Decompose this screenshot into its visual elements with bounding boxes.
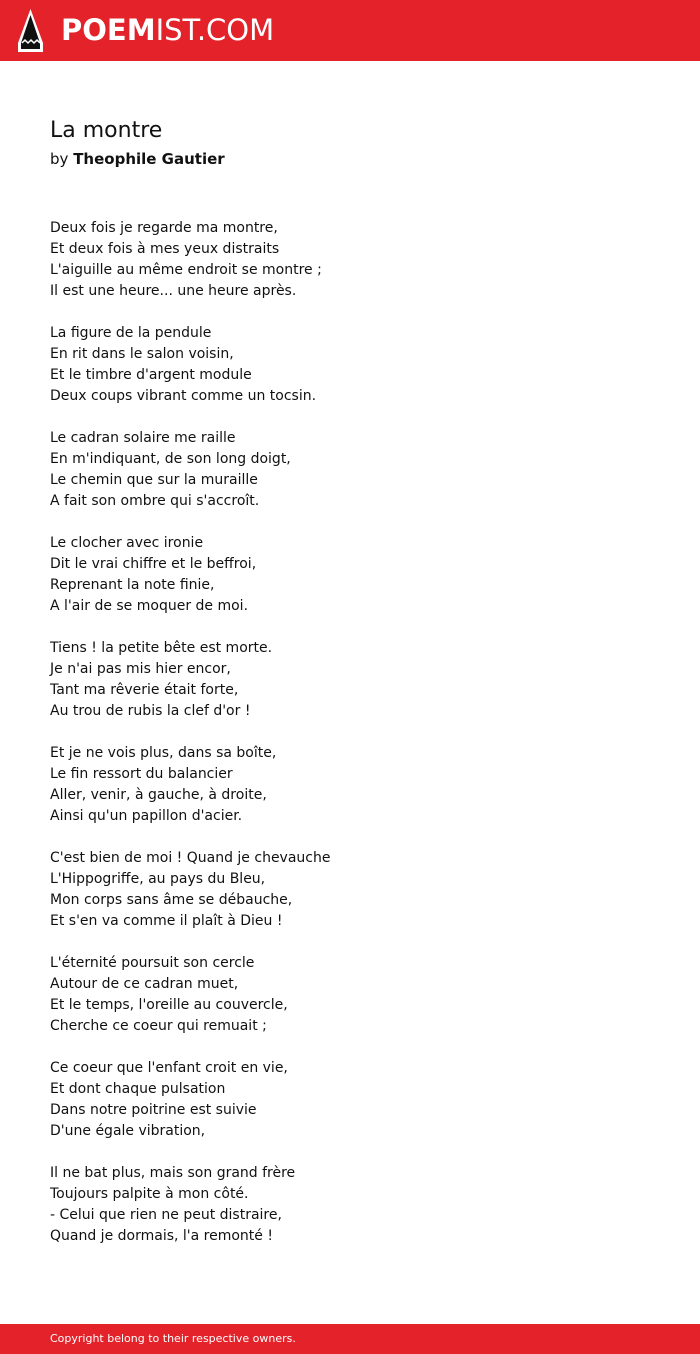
poem-line: Et je ne vois plus, dans sa boîte, <box>50 745 277 761</box>
poem-line: Dans notre poitrine est suivie <box>50 1102 257 1118</box>
poem-stanza <box>50 323 650 407</box>
poem-line: L'Hippogriffe, au pays du Bleu, <box>50 871 266 887</box>
poem-line: Mon corps sans âme se débauche, <box>50 892 293 908</box>
poem-line: - Celui que rien ne peut distraire, <box>50 1207 282 1223</box>
logo-bold-part: POEM <box>61 13 156 47</box>
poem-line: Le chemin que sur la muraille <box>50 472 258 488</box>
site-logo-link[interactable] <box>18 9 274 52</box>
poem-line: L'aiguille au même endroit se montre ; <box>50 262 322 278</box>
poem-stanza <box>50 428 650 512</box>
by-label: by <box>50 150 69 168</box>
poem-line: Et le timbre d'argent module <box>50 367 252 383</box>
poem-line: Le fin ressort du balancier <box>50 766 233 782</box>
poem-line: Le clocher avec ironie <box>50 535 204 551</box>
poem-line: Le cadran solaire me raille <box>50 430 236 446</box>
poem-stanza <box>50 743 650 827</box>
poem-stanza <box>50 1163 650 1247</box>
poem-line: Tiens ! la petite bête est morte. <box>50 640 273 656</box>
poem-line: Et s'en va comme il plaît à Dieu ! <box>50 913 283 929</box>
poem-line: Ce coeur que l'enfant croit en vie, <box>50 1060 288 1076</box>
poem-stanza <box>50 848 650 932</box>
poem-line: Au trou de rubis la clef d'or ! <box>50 703 251 719</box>
poem-line: Deux fois je regarde ma montre, <box>50 220 278 236</box>
poem-stanza <box>50 1058 650 1142</box>
site-logo-text <box>61 9 274 52</box>
poem-line: Ainsi qu'un papillon d'acier. <box>50 808 243 824</box>
poem-author[interactable]: Theophile Gautier <box>73 150 225 168</box>
poem-line: C'est bien de moi ! Quand je chevauche <box>50 850 331 866</box>
poem-line: Toujours palpite à mon côté. <box>50 1186 249 1202</box>
poem-title: La montre <box>50 118 163 143</box>
site-header <box>0 0 700 61</box>
poem-stanza <box>50 218 650 302</box>
poem-body <box>50 218 650 1268</box>
site-footer <box>0 1324 700 1354</box>
poem-line: Et le temps, l'oreille au couvercle, <box>50 997 288 1013</box>
poem-byline <box>50 148 225 170</box>
poem-line: A fait son ombre qui s'accroît. <box>50 493 260 509</box>
poem-line: Il est une heure... une heure après. <box>50 283 297 299</box>
poem-line: En m'indiquant, de son long doigt, <box>50 451 291 467</box>
poem-line: A l'air de se moquer de moi. <box>50 598 249 614</box>
poem-line: Et dont chaque pulsation <box>50 1081 226 1097</box>
poem-line: Dit le vrai chiffre et le beffroi, <box>50 556 257 572</box>
poem-line: Reprenant la note finie, <box>50 577 215 593</box>
pencil-tip-icon <box>18 9 43 52</box>
poem-line: Deux coups vibrant comme un tocsin. <box>50 388 317 404</box>
poem-line: D'une égale vibration, <box>50 1123 206 1139</box>
poem-line: Je n'ai pas mis hier encor, <box>50 661 231 677</box>
poem-stanza <box>50 533 650 617</box>
poem-line: La figure de la pendule <box>50 325 212 341</box>
poem-stanza <box>50 638 650 722</box>
poem-line: Aller, venir, à gauche, à droite, <box>50 787 267 803</box>
copyright-text: Copyright belong to their respective owners. <box>50 1332 296 1345</box>
poem-line: L'éternité poursuit son cercle <box>50 955 255 971</box>
poem-line: Quand je dormais, l'a remonté ! <box>50 1228 273 1244</box>
poem-line: Il ne bat plus, mais son grand frère <box>50 1165 296 1181</box>
poem-line: Et deux fois à mes yeux distraits <box>50 241 280 257</box>
poem-line: Cherche ce coeur qui remuait ; <box>50 1018 267 1034</box>
poem-stanza <box>50 953 650 1037</box>
poem-line: Tant ma rêverie était forte, <box>50 682 239 698</box>
poem-line: En rit dans le salon voisin, <box>50 346 234 362</box>
poem-line: Autour de ce cadran muet, <box>50 976 239 992</box>
logo-light-part: IST.COM <box>155 13 275 47</box>
